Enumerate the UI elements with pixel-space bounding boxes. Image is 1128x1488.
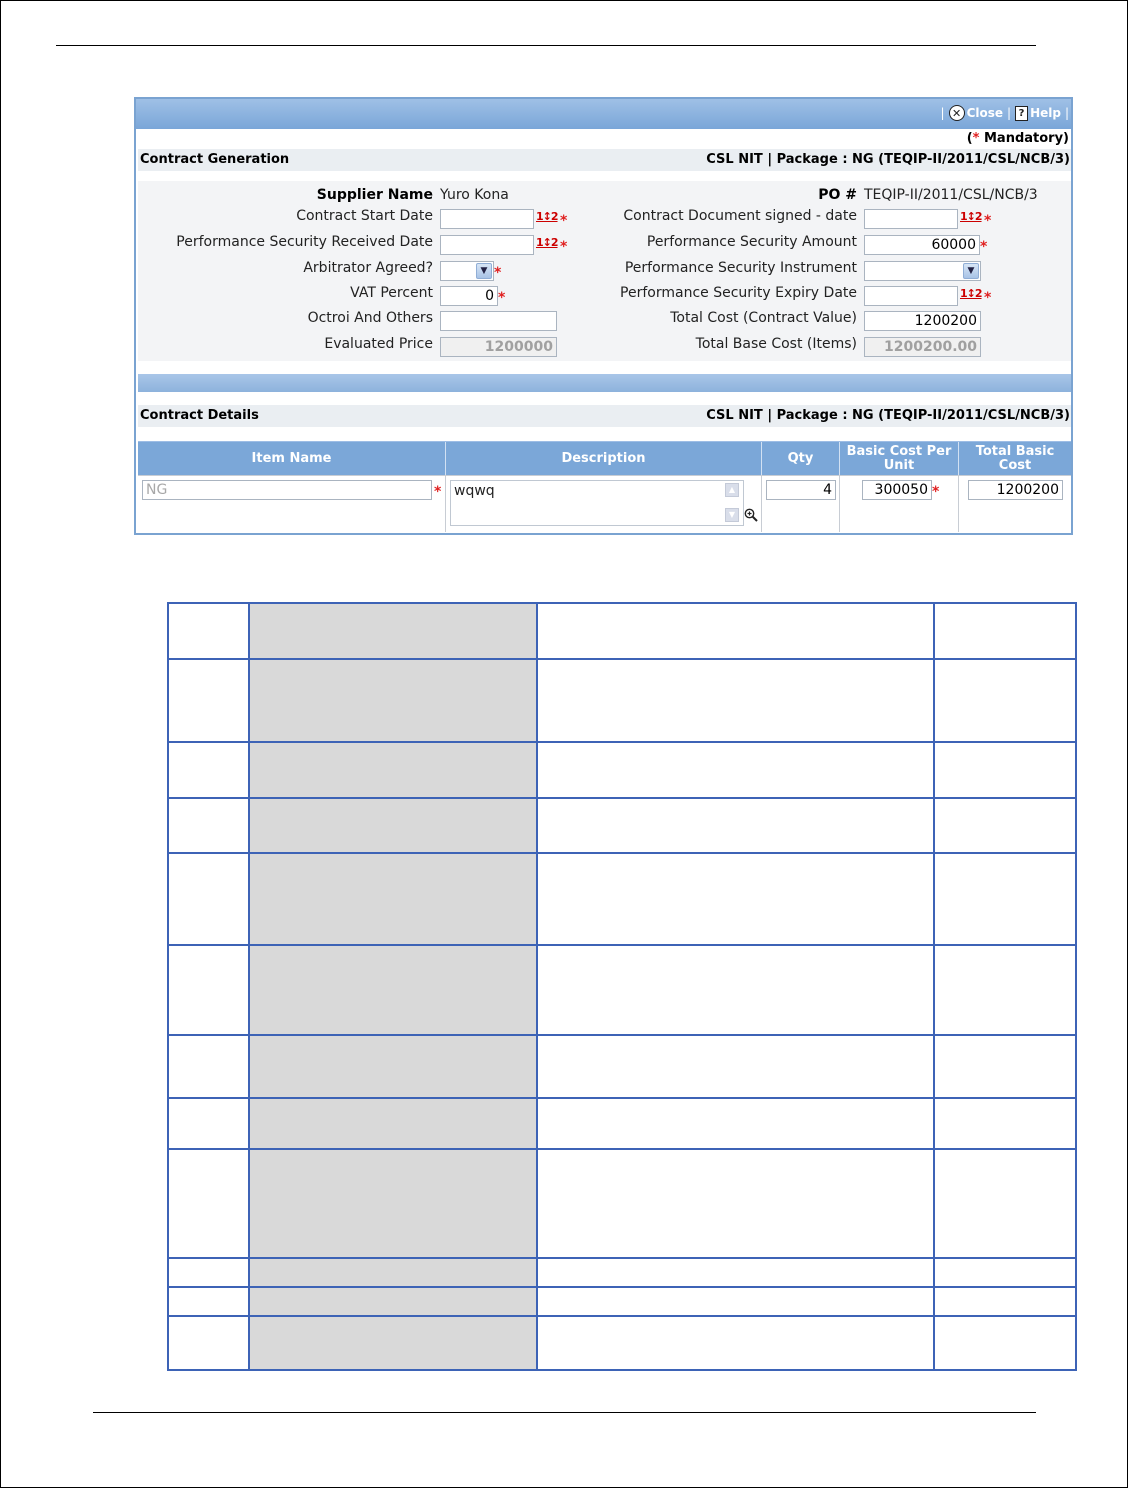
grid-divider bbox=[169, 658, 1075, 660]
cell-basic-cost bbox=[839, 476, 958, 532]
column-header-item-name: Item Name bbox=[251, 451, 332, 466]
supplier-name-label: Supplier Name bbox=[316, 187, 433, 203]
cell-total-basic-cost bbox=[958, 476, 1071, 532]
required-star: * bbox=[980, 239, 988, 255]
close-link[interactable] bbox=[949, 105, 1003, 121]
required-star: * bbox=[498, 290, 506, 306]
help-link[interactable] bbox=[1015, 106, 1061, 121]
help-icon: ? bbox=[1015, 106, 1028, 121]
column-header-total-basic-cost: Total Basic Cost bbox=[958, 442, 1071, 476]
vat-percent-label: VAT Percent bbox=[350, 285, 433, 301]
required-star: * bbox=[972, 131, 980, 146]
shaded-column bbox=[249, 604, 537, 1369]
required-star: * bbox=[560, 239, 568, 255]
octroi-input[interactable] bbox=[440, 311, 557, 331]
items-table-header bbox=[138, 441, 1071, 475]
perf-sec-received-date-label: Performance Security Received Date bbox=[176, 234, 433, 250]
perf-sec-amount-input[interactable]: 60000 bbox=[864, 235, 980, 255]
contract-generation-screen bbox=[134, 97, 1073, 535]
arbitrator-agreed-select[interactable] bbox=[440, 261, 494, 281]
grid-divider bbox=[169, 1148, 1075, 1150]
table-row bbox=[138, 475, 1071, 531]
grid-divider bbox=[169, 1257, 1075, 1259]
grid-divider bbox=[169, 1286, 1075, 1288]
section-divider-bar bbox=[138, 374, 1071, 392]
cell-qty bbox=[761, 476, 839, 532]
supplier-name-value: Yuro Kona bbox=[440, 187, 509, 203]
perf-sec-expiry-input[interactable] bbox=[864, 286, 958, 306]
required-star: * bbox=[494, 265, 502, 281]
contract-start-date-label: Contract Start Date bbox=[296, 208, 433, 224]
column-header-description: Description bbox=[445, 442, 761, 476]
contract-doc-signed-label: Contract Document signed - date bbox=[623, 208, 857, 224]
total-base-cost-label: Total Base Cost (Items) bbox=[695, 336, 857, 352]
required-star: * bbox=[984, 290, 992, 306]
grid-divider bbox=[169, 1097, 1075, 1099]
close-label: Close bbox=[966, 106, 1004, 120]
grid-divider bbox=[169, 797, 1075, 799]
mandatory-legend: (* Mandatory) bbox=[966, 131, 1069, 146]
grid-divider bbox=[248, 604, 250, 1369]
close-icon: ✕ bbox=[949, 105, 965, 121]
qty-input[interactable]: 4 bbox=[766, 480, 836, 500]
arbitrator-agreed-label: Arbitrator Agreed? bbox=[303, 260, 433, 276]
required-star: * bbox=[560, 213, 568, 229]
perf-sec-expiry-label: Performance Security Expiry Date bbox=[620, 285, 857, 301]
octroi-label: Octroi And Others bbox=[307, 310, 433, 326]
section-context: CSL NIT | Package : NG (TEQIP-II/2011/CSL/NCB/3) bbox=[706, 408, 1070, 423]
window-toolbar: | ✕ Close | ? Help | bbox=[136, 99, 1071, 129]
po-number-value: TEQIP-II/2011/CSL/NCB/3 bbox=[864, 187, 1038, 203]
document-table-grid bbox=[167, 602, 1077, 1371]
total-base-cost-input: 1200200.00 bbox=[864, 337, 981, 357]
grid-divider bbox=[169, 741, 1075, 743]
perf-sec-amount-label: Performance Security Amount bbox=[646, 234, 857, 250]
evaluated-price-label: Evaluated Price bbox=[324, 336, 433, 352]
cell-description bbox=[445, 476, 761, 532]
description-textarea[interactable]: wqwq bbox=[450, 480, 744, 526]
required-star: * bbox=[932, 484, 940, 500]
required-star: * bbox=[434, 484, 442, 500]
po-number-label: PO # bbox=[818, 187, 857, 203]
perf-sec-instrument-select[interactable] bbox=[864, 261, 981, 281]
magnifier-zoom-icon[interactable] bbox=[744, 508, 758, 522]
scroll-up-icon[interactable]: ▲ bbox=[725, 483, 739, 497]
total-cost-input[interactable]: 1200200 bbox=[864, 311, 981, 331]
footer-rule bbox=[93, 1412, 1036, 1413]
column-header-qty: Qty bbox=[761, 442, 839, 476]
grid-divider bbox=[169, 852, 1075, 854]
grid-divider bbox=[536, 604, 538, 1369]
section-title: Contract Details bbox=[140, 408, 259, 423]
calendar-icon[interactable]: 1↕2 bbox=[960, 210, 982, 223]
contract-doc-signed-input[interactable] bbox=[864, 209, 958, 229]
cell-item-name bbox=[138, 476, 445, 532]
scroll-down-icon[interactable]: ▼ bbox=[725, 508, 739, 522]
calendar-icon[interactable]: 1↕2 bbox=[536, 236, 558, 249]
contract-form bbox=[138, 181, 1071, 361]
grid-divider bbox=[169, 1315, 1075, 1317]
section-header-contract-details bbox=[138, 405, 1071, 427]
total-basic-cost-input[interactable]: 1200200 bbox=[968, 480, 1063, 500]
chevron-down-icon: ▼ bbox=[476, 263, 492, 279]
help-label: Help bbox=[1030, 106, 1061, 120]
basic-cost-input[interactable]: 300050 bbox=[862, 480, 932, 500]
chevron-down-icon: ▼ bbox=[963, 263, 979, 279]
header-rule bbox=[56, 45, 1036, 46]
perf-sec-instrument-label: Performance Security Instrument bbox=[624, 260, 857, 276]
perf-sec-received-date-input[interactable] bbox=[440, 235, 534, 255]
section-header-contract-generation bbox=[138, 149, 1071, 171]
required-star: * bbox=[984, 213, 992, 229]
grid-divider bbox=[169, 1034, 1075, 1036]
evaluated-price-input: 1200000 bbox=[440, 337, 557, 357]
calendar-icon[interactable]: 1↕2 bbox=[960, 287, 982, 300]
section-context: CSL NIT | Package : NG (TEQIP-II/2011/CSL/NCB/3) bbox=[706, 152, 1070, 167]
contract-start-date-input[interactable] bbox=[440, 209, 534, 229]
column-header-basic-cost: Basic Cost Per Unit bbox=[839, 442, 958, 476]
section-title: Contract Generation bbox=[140, 152, 290, 167]
grid-divider bbox=[169, 944, 1075, 946]
calendar-icon[interactable]: 1↕2 bbox=[536, 210, 558, 223]
item-name-input[interactable]: NG bbox=[142, 480, 432, 500]
vat-percent-input[interactable]: 0 bbox=[440, 286, 498, 306]
total-cost-label: Total Cost (Contract Value) bbox=[670, 310, 857, 326]
grid-divider bbox=[933, 604, 935, 1369]
